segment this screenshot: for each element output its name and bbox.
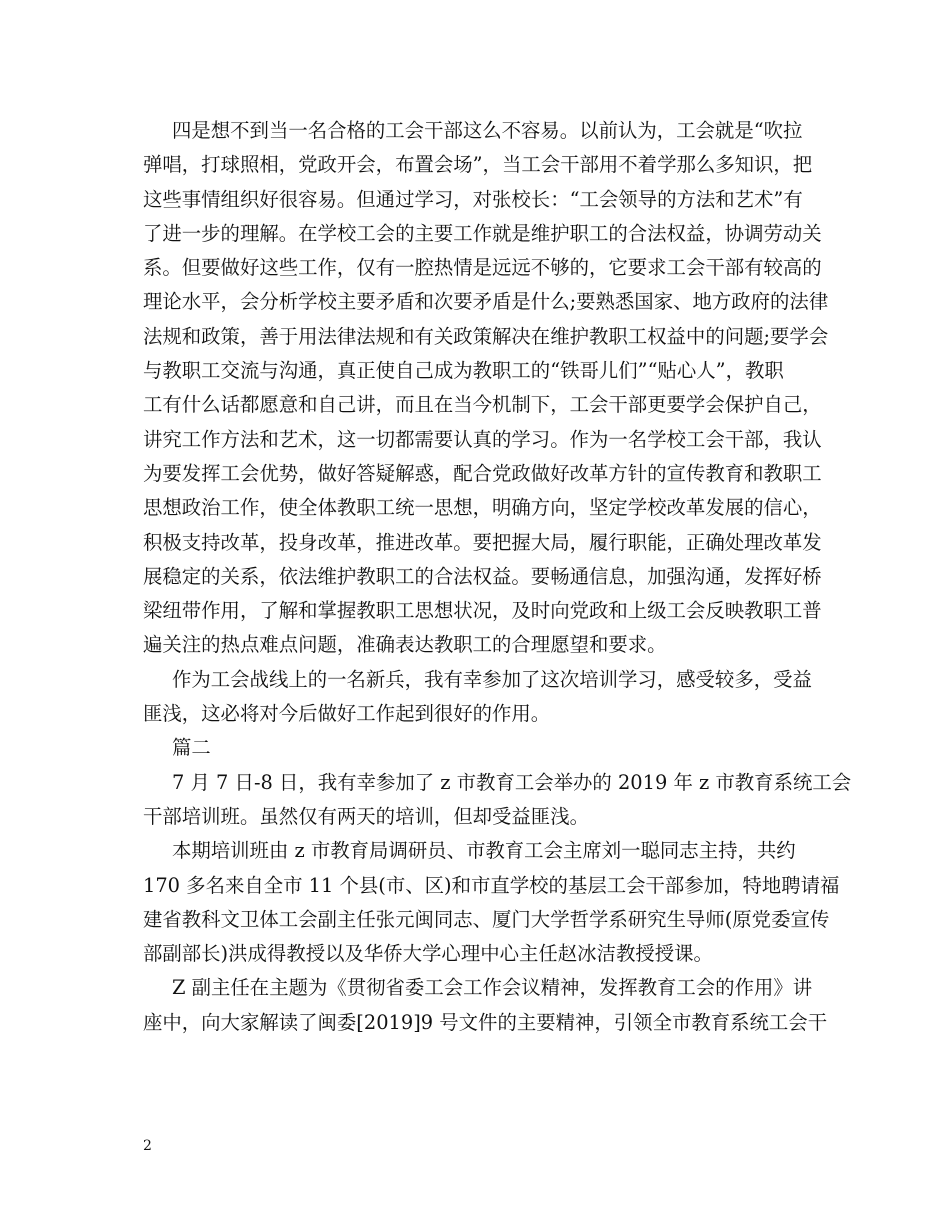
- text-line: 这些事情组织好很容易。但通过学习，对张校长：“工会领导的方法和艺术”有: [143, 187, 803, 211]
- text-line: 讲究工作方法和艺术，这一切都需要认真的学习。作为一名学校工会干部，我认: [143, 427, 822, 451]
- text-line: 展稳定的关系，依法维护教职工的合法权益。要畅通信息，加强沟通，发挥好桥: [143, 564, 822, 588]
- text-line: 座中，向大家解读了闽委[2019]9 号文件的主要精神，引领全市教育系统工会干: [143, 1010, 828, 1034]
- page-number: 2: [143, 1138, 152, 1154]
- text-line: 遍关注的热点难点问题，准确表达教职工的合理愿望和要求。: [143, 633, 667, 657]
- text-line: 理论水平，会分析学校主要矛盾和次要矛盾是什么;要熟悉国家、地方政府的法律: [143, 290, 829, 314]
- paragraph-5: [143, 971, 828, 1040]
- text-line: 干部培训班。虽然仅有两天的培训，但却受益匪浅。: [143, 804, 589, 828]
- text-line: 篇二: [172, 736, 211, 760]
- text-line: 部副部长)洪成得教授以及华侨大学心理中心主任赵冰洁教授授课。: [143, 942, 713, 966]
- text-line: 了进一步的理解。在学校工会的主要工作就是维护职工的合法权益，协调劳动关: [143, 221, 822, 245]
- paragraph-1: [143, 114, 829, 663]
- text-line: 四是想不到当一名合格的工会干部这么不容易。以前认为，工会就是“吹拉: [172, 119, 803, 142]
- text-line: 匪浅，这必将对今后做好工作起到很好的作用。: [143, 702, 551, 726]
- text-line: 思想政治工作，使全体教职工统一思想，明确方向，坚定学校改革发展的信心，: [143, 496, 822, 520]
- text-line: 梁纽带作用，了解和掌握教职工思想状况，及时向党政和上级工会反映教职工普: [143, 599, 822, 623]
- text-line: 与教职工交流与沟通，真正使自己成为教职工的“铁哥儿们”“贴心人”，教职: [143, 359, 784, 383]
- text-line: 法规和政策，善于用法律法规和有关政策解决在维护教职工权益中的问题;要学会: [143, 324, 829, 348]
- text-line: 弹唱，打球照相，党政开会，布置会场”，当工会干部用不着学那么多知识，把: [143, 153, 813, 177]
- document-body: [143, 114, 852, 1040]
- text-line: Z 副主任在主题为《贯彻省委工会工作会议精神，发挥教育工会的作用》讲: [172, 976, 813, 1000]
- text-line: 系。但要做好这些工作，仅有一腔热情是远远不够的，它要求工会干部有较高的: [143, 256, 822, 280]
- paragraph-3: [143, 766, 852, 835]
- text-line: 积极支持改革，投身改革，推进改革。要把握大局，履行职能，正确处理改革发: [143, 530, 822, 554]
- text-line: 本期培训班由 z 市教育局调研员、市教育工会主席刘一聪同志主持，共约: [172, 839, 796, 863]
- text-line: 建省教科文卫体工会副主任张元闽同志、厦门大学哲学系研究生导师(原党委宣传: [143, 907, 830, 931]
- text-line: 170 多名来自全市 11 个县(市、区)和市直学校的基层工会干部参加，特地聘请福: [143, 873, 840, 897]
- text-line: 工有什么话都愿意和自己讲，而且在当今机制下，工会干部更要学会保护自己，: [143, 393, 822, 417]
- text-line: 为要发挥工会优势，做好答疑解惑，配合党政做好改革方针的宣传教育和教职工: [143, 461, 822, 485]
- section-heading: [143, 731, 805, 765]
- paragraph-4: [143, 834, 840, 971]
- text-line: 7 月 7 日-8 日，我有幸参加了 z 市教育工会举办的 2019 年 z 市教育系统工会: [172, 770, 852, 794]
- paragraph-2: [143, 663, 812, 732]
- text-line: 作为工会战线上的一名新兵，我有幸参加了这次培训学习，感受较多，受益: [172, 667, 812, 691]
